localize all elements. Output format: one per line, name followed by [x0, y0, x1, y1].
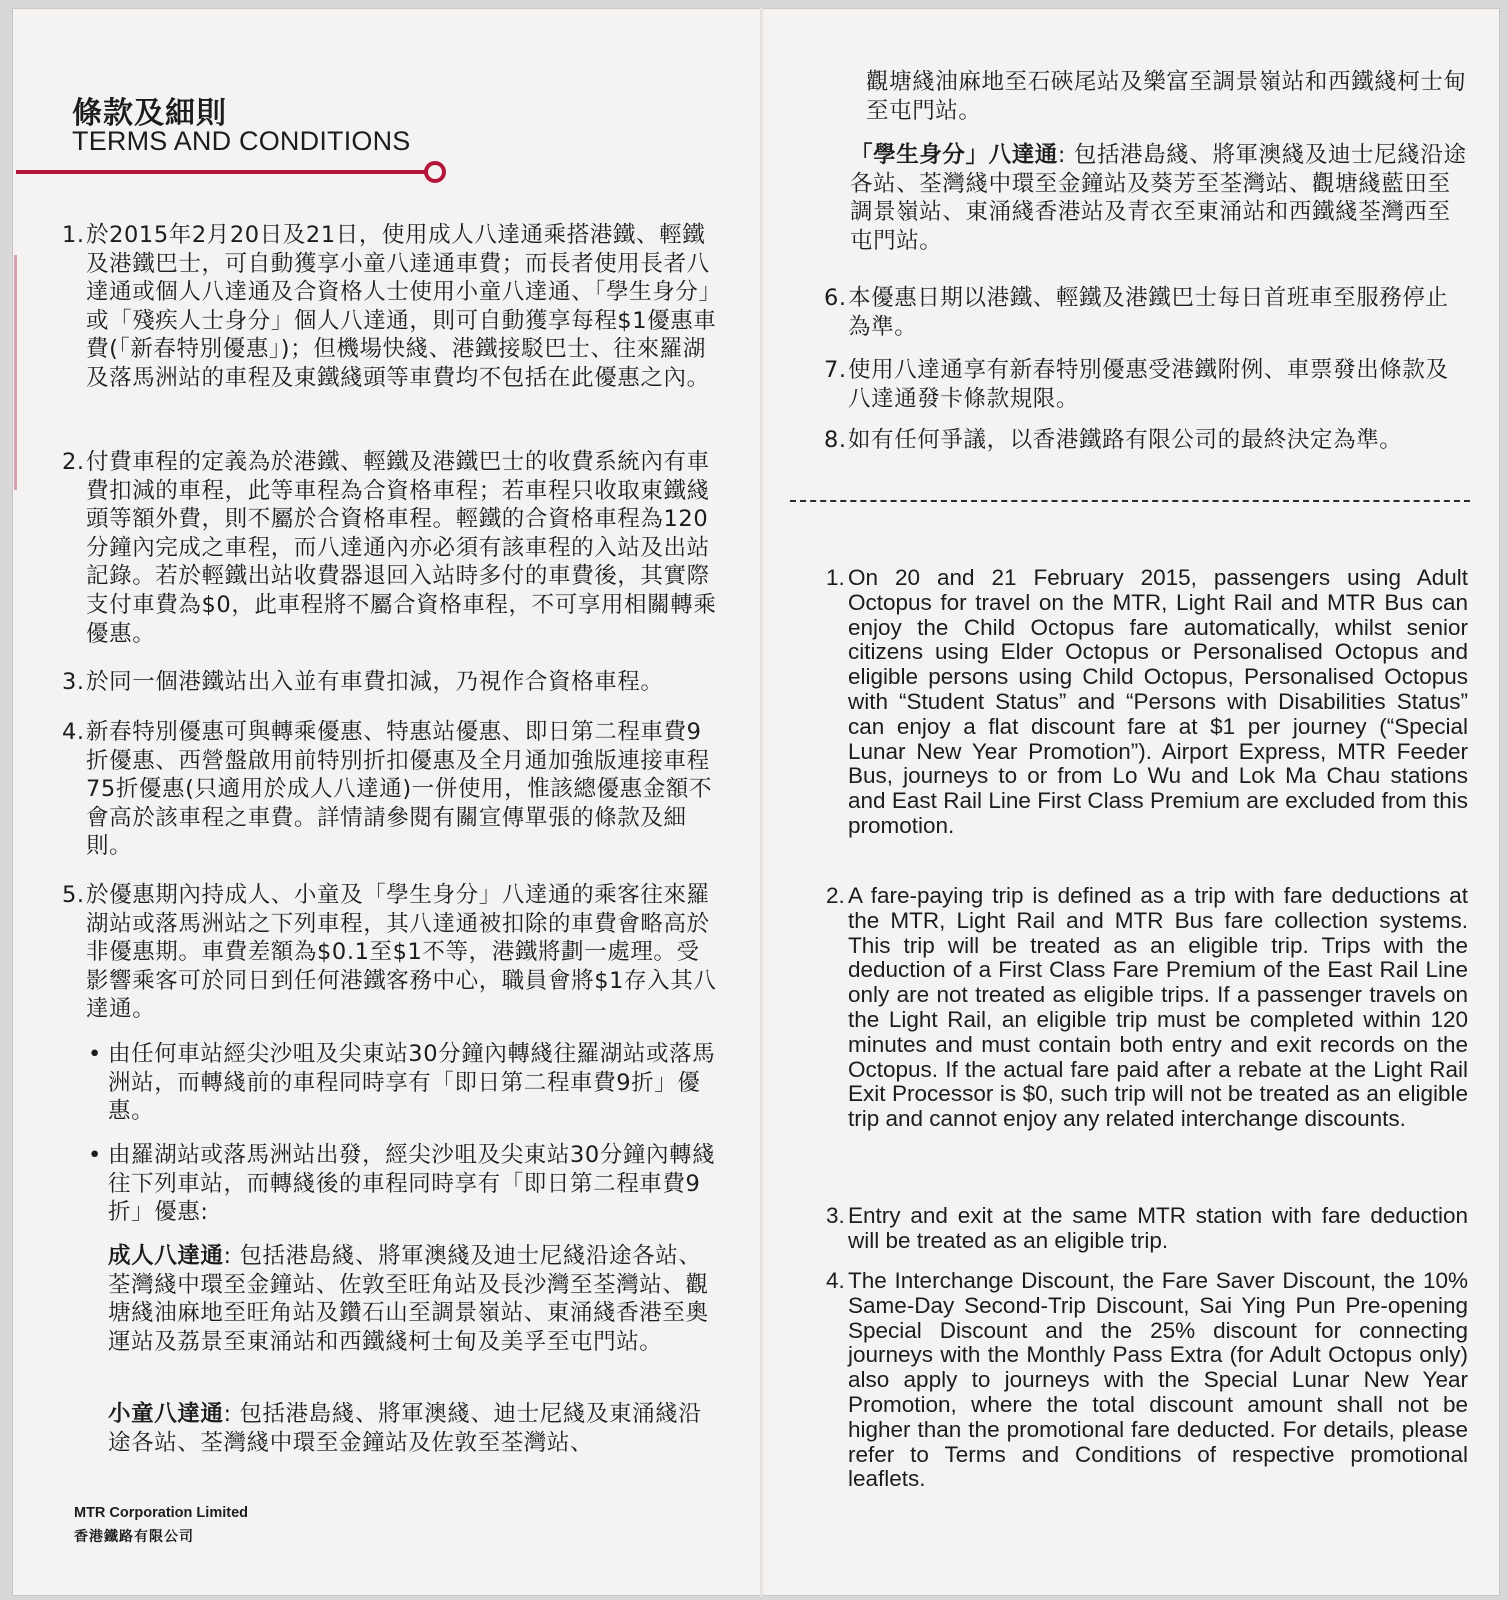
en-term-2-text: A fare-paying trip is defined as a trip with fare deductions at the MTR, Light Rail and MTR Bus fare collection systems. This trip will be treated as an eligible trip. Trips with the deduction of a First Class Fare Premium of the East Rail Line only are not treated as eligible trips. If a passenger travels on the Light Rail, an eligible trip must be completed within 120 minutes and must contain both entry and exit records on the Octopus. If the actual fare paid after a rebate at the Light Rail Exit Processor is $0, such trip will not be treated as an eligible trip and cannot enjoy any related interchange discounts. — [848, 883, 1468, 1132]
zh-bullet-2-text: 由羅湖站或落馬洲站出發，經尖沙咀及尖東站30分鐘內轉綫往下列車站，而轉綫後的車程同時享有「即日第二程車費9折」優惠: — [108, 1142, 716, 1226]
zh-term-4-text: 新春特別優惠可與轉乘優惠、特惠站優惠、即日第二程車費9折優惠、西營盤啟用前特別折扣優惠及全月通加強版連接車程75折優惠(只適用於成人八達通)一併使用，惟該總優惠金額不會高於該車程之車費。詳情請參閱有關宣傳單張的條款及細則。 — [86, 719, 713, 860]
zh-term-5-number: 5. — [62, 882, 85, 908]
en-term-4-number: 4. — [826, 1268, 845, 1293]
zh-child-octopus-stations-cont: 觀塘綫油麻地至石硤尾站及樂富至調景嶺站和西鐵綫柯士甸至屯門站。 — [866, 69, 1467, 124]
zh-term-7 — [824, 356, 1468, 413]
zh-term-7-text: 使用八達通享有新春特別優惠受港鐵附例、車票發出條款及八達通發卡條款規限。 — [848, 357, 1449, 412]
title-chinese: 條款及細則 — [72, 96, 227, 131]
zh-child-octopus-stations — [108, 1400, 718, 1457]
zh-term-6 — [824, 284, 1468, 341]
bullet-1-dot: • — [88, 1041, 102, 1067]
zh-term-6-number: 6. — [824, 285, 847, 311]
cut-line-divider — [790, 500, 1470, 502]
zh-term-8-number: 8. — [824, 427, 847, 453]
zh-term-8-text: 如有任何爭議，以香港鐵路有限公司的最終決定為準。 — [848, 427, 1403, 453]
en-term-4-text: The Interchange Discount, the Fare Saver Discount, the 10% Same-Day Second-Trip Discount, Sai Ying Pun Pre-opening Special Discount and the 25% discount for connecting journeys with the Monthly Pass Extra (for Adult Octopus only) also apply to journeys with the Special Lunar New Year Promotion, where the total discount amount shall not be higher than the promotional fare deducted. For details, please refer to Terms and Conditions of respective promotional leaflets. — [848, 1268, 1468, 1492]
zh-student-octopus-stations — [850, 141, 1468, 255]
zh-term-4-number: 4. — [62, 719, 85, 745]
en-term-3 — [826, 1204, 1468, 1254]
zh-term-2 — [62, 448, 718, 648]
en-term-1-text: On 20 and 21 February 2015, passengers using Adult Octopus for travel on the MTR, Light Rail and MTR Bus can enjoy the Child Octopus fare automatically, whilst senior citizens using Elder Octopus or Personalised Octopus and eligible persons using Child Octopus, Personalised Octopus with “Student Status” and “Persons with Disabilities Status” can enjoy a flat discount fare at $1 per journey (“Special Lunar New Year Promotion”). Airport Express, MTR Feeder Bus, journeys to or from Lo Wu and Lok Ma Chau stations and East Rail Line First Class Premium are excluded from this promotion. — [848, 565, 1468, 838]
zh-term-1-number: 1. — [62, 222, 85, 248]
adult-octopus-label: 成人八達通 — [108, 1243, 224, 1269]
student-octopus-text: : 包括港島綫、將軍澳綫及迪士尼綫沿途各站、荃灣綫中環至金鐘站及葵芳至荃灣站、觀塘綫藍田至調景嶺站、東涌綫香港站及青衣至東涌站和西鐵綫荃灣西至屯門站。 — [850, 142, 1467, 254]
en-term-4 — [826, 1269, 1468, 1492]
zh-bullet-1 — [88, 1040, 718, 1126]
title-underline — [16, 170, 430, 174]
zh-term-3-text: 於同一個港鐵站出入並有車費扣減，乃視作合資格車程。 — [86, 669, 664, 695]
child-octopus-label: 小童八達通 — [108, 1401, 224, 1427]
zh-term-6-text: 本優惠日期以港鐵、輕鐵及港鐵巴士每日首班車至服務停止為準。 — [848, 285, 1449, 340]
student-octopus-label: 「學生身分」八達通 — [850, 142, 1058, 168]
zh-bullet-1-text: 由任何車站經尖沙咀及尖東站30分鐘內轉綫往羅湖站或落馬洲站，而轉綫前的車程同時享有「即日第二程車費9折」優惠。 — [108, 1041, 716, 1125]
zh-adult-octopus-stations — [108, 1242, 718, 1356]
title-ring-ornament — [424, 161, 446, 183]
title-english: TERMS AND CONDITIONS — [72, 126, 411, 156]
company-name-chinese: 香港鐵路有限公司 — [74, 1529, 194, 1545]
en-term-1 — [826, 566, 1468, 839]
zh-term-5-text: 於優惠期內持成人、小童及「學生身分」八達通的乘客往來羅湖站或落馬洲站之下列車程，其八達通被扣除的車費會略高於非優惠期。車費差額為$0.1至$1不等，港鐵將劃一處理。受影響乘客可於同日到任何港鐵客務中心，職員會將$1存入其八達通。 — [86, 882, 717, 1023]
zh-term-1-text: 於2015年2月20日及21日，使用成人八達通乘搭港鐵、輕鐵及港鐵巴士，可自動獲享小童八達通車費；而長者使用長者八達通或個人八達通及合資格人士使用小童八達通、「學生身分」或「殘疾人士身分」個人八達通，則可自動獲享每程$1優惠車費(「新春特別優惠」)；但機場快綫、港鐵接駁巴士、往來羅湖及落馬洲站的車程及東鐵綫頭等車費均不包括在此優惠之內。 — [86, 222, 717, 391]
en-term-3-number: 3. — [826, 1203, 845, 1228]
zh-term-1 — [62, 221, 718, 393]
child-octopus-text: : 包括港島綫、將軍澳綫、迪士尼綫及東涌綫沿途各站、荃灣綫中環至金鐘站及佐敦至荃灣站、 — [108, 1401, 702, 1456]
en-term-3-text: Entry and exit at the same MTR station with fare deduction will be treated as an eligible trip. — [848, 1203, 1468, 1253]
zh-term-2-number: 2. — [62, 449, 85, 475]
zh-term-3 — [62, 668, 718, 697]
bullet-2-dot: • — [88, 1142, 102, 1168]
zh-term-5 — [62, 881, 718, 1024]
zh-term-4 — [62, 718, 718, 861]
fold-crease — [760, 8, 763, 1596]
en-term-2-number: 2. — [826, 883, 845, 908]
margin-accent-line — [14, 255, 17, 490]
zh-term-8 — [824, 426, 1468, 455]
en-term-1-number: 1. — [826, 565, 845, 590]
company-name-english: MTR Corporation Limited — [74, 1505, 248, 1521]
en-term-2 — [826, 884, 1468, 1132]
zh-bullet-2 — [88, 1141, 718, 1227]
zh-term-7-number: 7. — [824, 357, 847, 383]
zh-term-3-number: 3. — [62, 669, 85, 695]
zh-term-2-text: 付費車程的定義為於港鐵、輕鐵及港鐵巴士的收費系統內有車費扣減的車程，此等車程為合資格車程；若車程只收取東鐵綫頭等額外費，則不屬於合資格車程。輕鐵的合資格車程為120分鐘內完成之車程，而八達通內亦必須有該車程的入站及出站記錄。若於輕鐵出站收費器退回入站時多付的車費後，其實際支付車費為$0，此車程將不屬合資格車程，不可享用相關轉乘優惠。 — [86, 449, 717, 647]
adult-octopus-text: : 包括港島綫、將軍澳綫及迪士尼綫沿途各站、荃灣綫中環至金鐘站、佐敦至旺角站及長沙灣至荃灣站、觀塘綫油麻地至旺角站及鑽石山至調景嶺站、東涌綫香港至奧運站及荔景至東涌站和西鐵綫柯士甸及美孚至屯門站。 — [108, 1243, 709, 1355]
